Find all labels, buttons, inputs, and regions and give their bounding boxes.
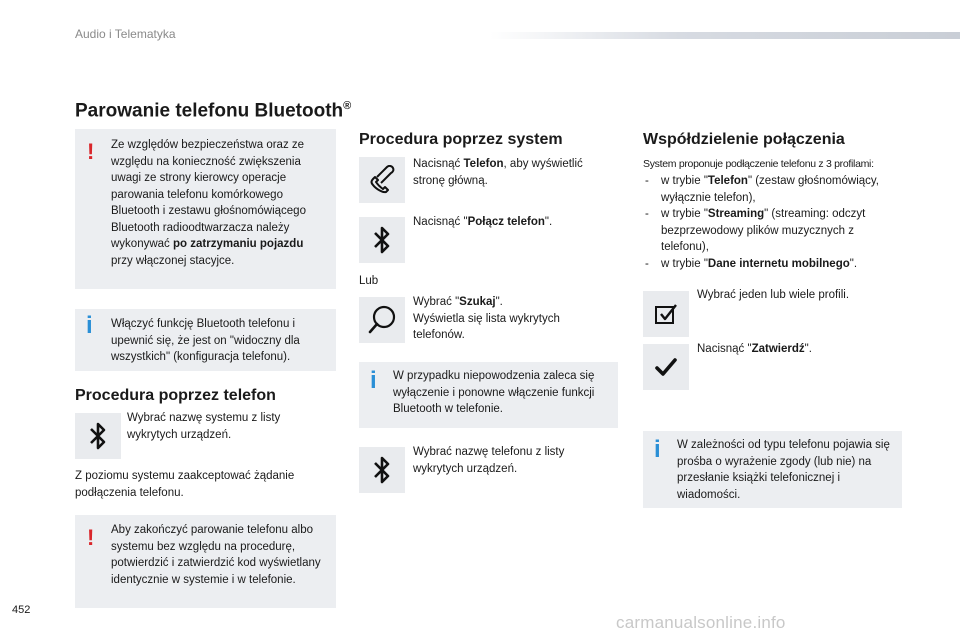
section-header: Audio i Telematyka <box>75 27 176 41</box>
profiles-list <box>643 173 905 272</box>
profile-item-streaming: - w trybie "Streaming" (streaming: odczyt bezprzewodowy plików muzycznych z telefonu), <box>643 206 905 256</box>
info-i-icon: i <box>86 312 93 339</box>
consent-info-text: W zależności od typu telefonu pojawia się prośba o wyrażenie zgody (lub nie) na przesłanie książki telefonicznej i wiadomości. <box>677 439 890 501</box>
info-i-icon: i <box>654 436 661 463</box>
confirm-text: Nacisnąć "Zatwierdź". <box>697 343 812 355</box>
phone-step-text: Wybrać nazwę systemu z listy wykrytych urządzeń. <box>127 412 281 441</box>
warning-exclamation-icon: ! <box>87 139 95 164</box>
select-profiles-text: Wybrać jeden lub wiele profili. <box>697 289 850 301</box>
warning-exclamation-icon: ! <box>87 525 95 550</box>
safety-warning-text: Ze względów bezpieczeństwa oraz ze względu na konieczność zwiększenia uwagi ze strony kierowcy operacje parowania telefonu komórkowego Bluetooth i zestawu głośnomówiącego Bluetooth radioodtwarzacza należy wykonywać po zatrzymaniu pojazdu przy włączonej stacyjce. <box>111 139 306 267</box>
phone-procedure-title: Procedura poprzez telefon <box>75 387 276 404</box>
bluetooth-info-text: Włączyć funkcję Bluetooth telefonu i upewnić się, że jest on "widoczny dla wszystkich" (konfiguracja telefonu). <box>111 318 300 363</box>
header-bar <box>490 32 960 39</box>
code-warning-text: Aby zakończyć parowanie telefonu albo systemu bez względu na procedurę, potwierdzić i zatwierdzić kod wyświetlany identycznie w systemie i w telefonie. <box>111 524 321 586</box>
code-warning-box <box>75 515 336 608</box>
profile-item-telefon: - w trybie "Telefon" (zestaw głośnomówiący, wyłącznie telefon), <box>643 173 905 206</box>
sharing-title: Współdzielenie połączenia <box>643 131 845 148</box>
system-procedure-title: Procedura poprzez system <box>359 131 563 148</box>
profile-item-internet: - w trybie "Dane internetu mobilnego". <box>643 256 905 273</box>
checkmark-icon <box>643 344 689 390</box>
system-step2-text: Nacisnąć "Połącz telefon". <box>413 216 553 228</box>
checkbox-icon <box>643 291 689 337</box>
phone-handset-icon <box>359 157 405 203</box>
profiles-intro-text: System proponuje podłączenie telefonu z 3 profilami: <box>643 158 874 170</box>
safety-warning-box <box>75 129 336 289</box>
bluetooth-icon <box>75 413 121 459</box>
bluetooth-info-box <box>75 309 336 371</box>
watermark: carmanualsonline.info <box>616 613 786 632</box>
system-step4-text: Wybrać nazwę telefonu z listy wykrytych urządzeń. <box>413 446 565 475</box>
consent-info-box <box>643 431 902 508</box>
magnifier-icon <box>359 297 405 343</box>
registered-mark: ® <box>343 100 352 112</box>
info-i-icon: i <box>370 367 377 394</box>
bluetooth-icon <box>359 217 405 263</box>
system-step3-text: Wybrać "Szukaj". Wyświetla się lista wykrytych telefonów. <box>413 296 560 341</box>
system-step1-text: Nacisnąć Telefon, aby wyświetlić stronę główną. <box>413 158 583 187</box>
bluetooth-icon <box>359 447 405 493</box>
page-title: Parowanie telefonu Bluetooth® <box>75 100 352 122</box>
page-number: 452 <box>12 604 31 616</box>
or-text: Lub <box>359 275 379 287</box>
failure-info-box <box>359 362 618 428</box>
failure-info-text: W przypadku niepowodzenia zaleca się wyłączenie i ponowne włączenie funkcji Bluetooth w telefonie. <box>393 370 595 415</box>
accept-request-text: Z poziomu systemu zaakceptować żądanie podłączenia telefonu. <box>75 470 295 499</box>
